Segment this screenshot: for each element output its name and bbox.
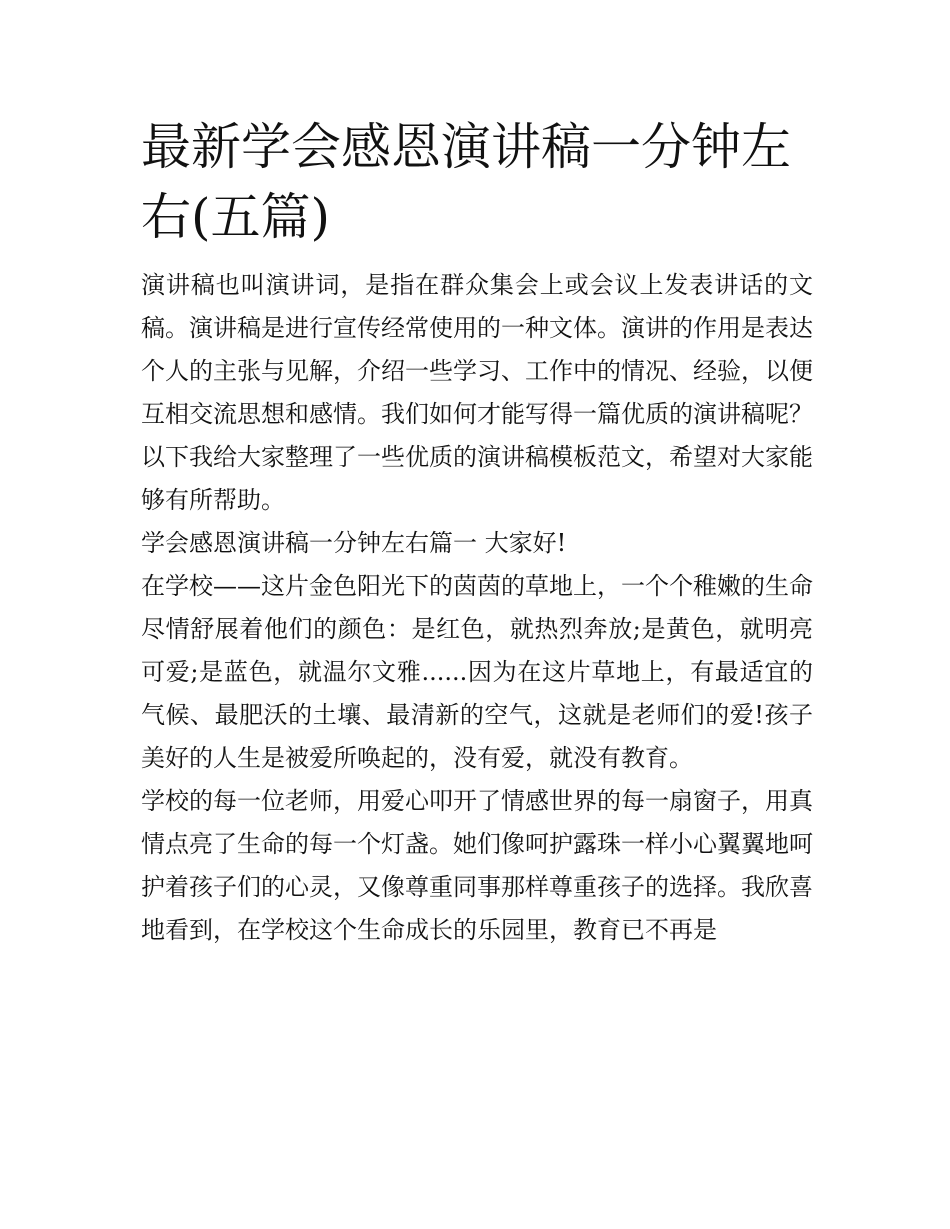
intro-paragraph: 演讲稿也叫演讲词，是指在群众集会上或会议上发表讲话的文稿。演讲稿是进行宣传经常使用的一种文体。演讲的作用是表达个人的主张与见解，介绍一些学习、工作中的情况、经验，以便互相交流思想和感情。我们如何才能写得一篇优质的演讲稿呢？以下我给大家整理了一些优质的演讲稿模板范文，希望对大家能够有所帮助。 [141, 271, 813, 514]
body-paragraph: 学校的每一位老师，用爱心叩开了情感世界的每一扇窗子，用真情点亮了生命的每一个灯盏。她们像呵护露珠一样小心翼翼地呵护着孩子们的心灵，又像尊重同事那样尊重孩子的选择。我欣喜地看到，在学校这个生命成长的乐园里，教育已不再是 [141, 787, 813, 944]
section-heading: 学会感恩演讲稿一分钟左右篇一 大家好! [141, 529, 567, 557]
document-title: 最新学会感恩演讲稿一分钟左右(五篇) [141, 118, 791, 246]
document-page [141, 112, 813, 952]
body-paragraph: 在学校——这片金色阳光下的茵茵的草地上，一个个稚嫩的生命尽情舒展着他们的颜色：是红色，就热烈奔放;是黄色，就明亮可爱;是蓝色，就温尔文雅......因为在这片草地上，有最适宜的气候、最肥沃的土壤、最清新的空气，这就是老师们的爱!孩子美好的人生是被爱所唤起的，没有爱，就没有教育。 [141, 572, 813, 772]
